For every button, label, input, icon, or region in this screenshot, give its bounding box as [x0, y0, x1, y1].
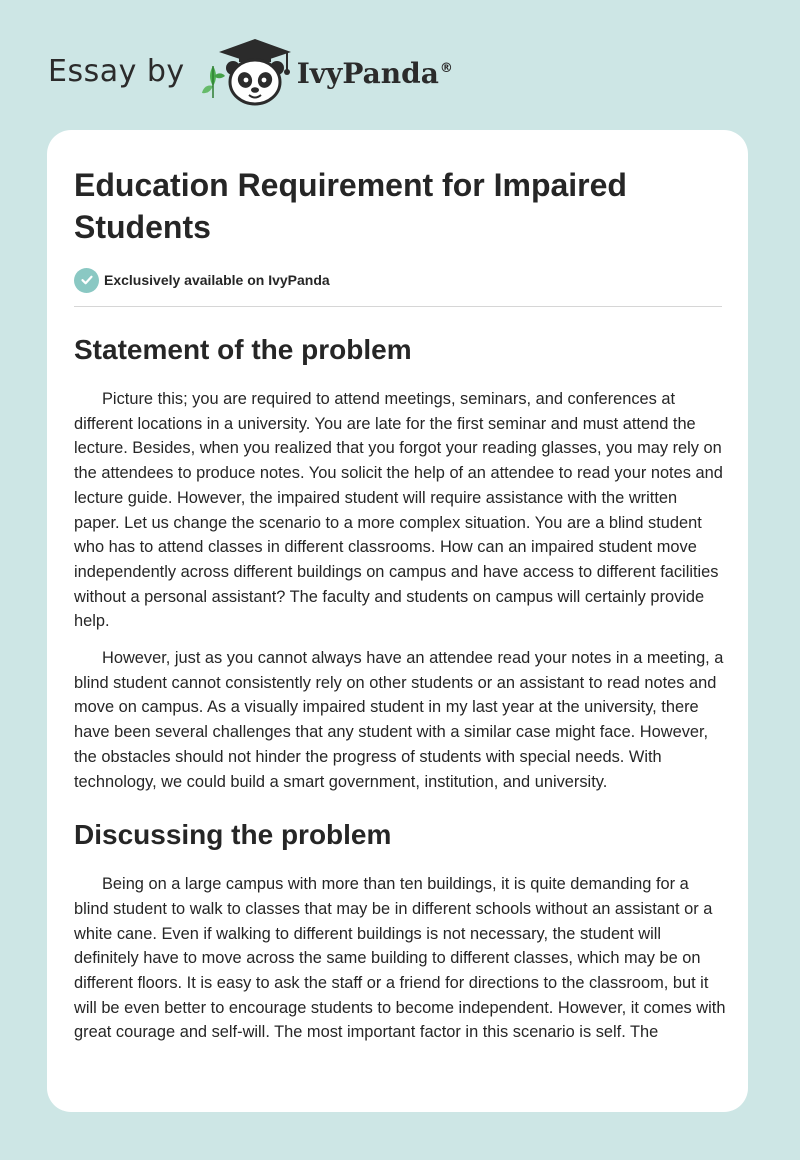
brand-name[interactable]: [297, 57, 453, 90]
check-circle-icon: [74, 268, 99, 293]
exclusive-badge-text: Exclusively available on IvyPanda: [104, 272, 330, 288]
checkmark-icon: [80, 273, 94, 287]
exclusive-badge: [74, 266, 722, 294]
page-title: Education Requirement for Impaired Students: [74, 167, 627, 245]
paragraph: Picture this; you are required to attend meetings, seminars, and conferences at different locations in a university. You are late for the first seminar and must attend the lecture. Besides, when you realized that you forgot your reading glasses, you may rely on the attendees to produce notes. You solicit the help of an attendee to read your notes and lecture guide. However, the impaired student will require assistance with the written paper. Let us change the scenario to a more complex situation. You are a blind student who has to attend classes in different classrooms. How can an impaired student move independently across different buildings on campus and have access to different facilities without a personal assistant? The faculty and students on campus will certainly provide help.: [74, 390, 723, 631]
section-heading-discussing: Discussing the problem: [74, 819, 392, 851]
essay-card: [47, 130, 748, 1112]
panda-graduate-icon: [199, 36, 291, 106]
paragraph: However, just as you cannot always have an attendee read your notes in a meeting, a blind student cannot consistently rely on other students or an assistant to read notes and move on campus. As a visually impaired student in my last year at the university, there have been several challenges that any student with a similar case might face. However, the obstacles should not hinder the progress of students with special needs. With technology, we could build a smart government, institution, and university.: [74, 649, 724, 791]
section-heading-statement: Statement of the problem: [74, 334, 412, 365]
site-header: [48, 36, 453, 106]
divider: [74, 306, 722, 307]
paragraph: Being on a large campus with more than ten buildings, it is quite demanding for a blind student to walk to classes that may be in different schools without an assistant or a white cane. Even if walking to different buildings is not necessary, the student will definitely have to move across the same building to different classes, which may be on different floors. It is easy to ask the staff or a friend for directions to the classroom, but it will be even better to encourage students to become independent. However, it comes with great courage and self-will. The most important factor in this scenario is self. The: [74, 875, 726, 1042]
registered-mark: ®: [439, 61, 453, 77]
brand-text: IvyPanda: [296, 56, 439, 90]
essay-by-label: Essay by: [48, 53, 185, 89]
